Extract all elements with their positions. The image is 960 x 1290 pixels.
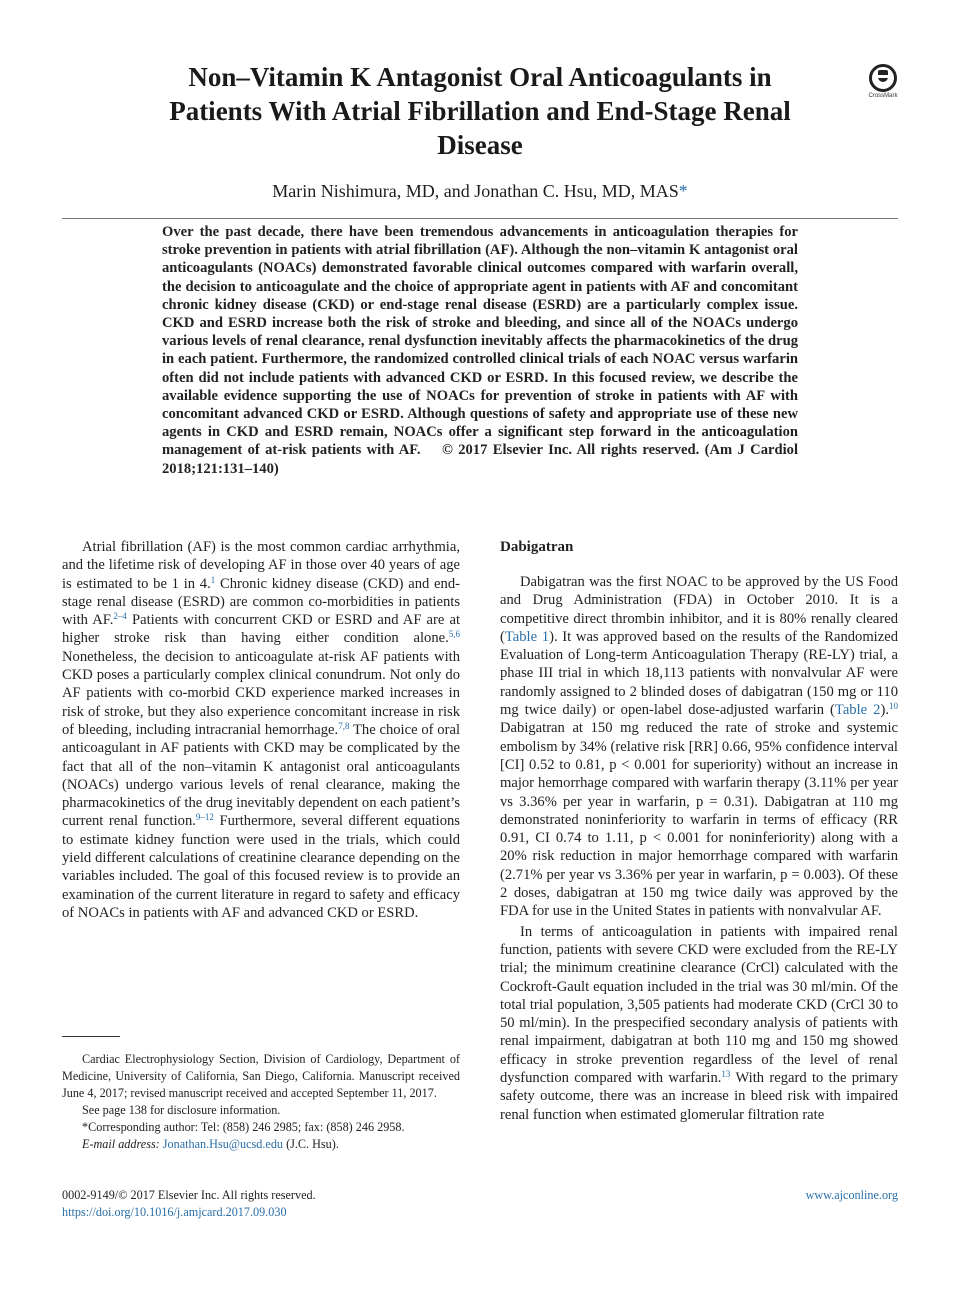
email-link[interactable]: Jonathan.Hsu@ucsd.edu xyxy=(162,1137,284,1151)
intro-text-2: Chronic kidney disease (CKD) and end-stage renal disease (ESRD) are common co-morbidities in patients with AF. xyxy=(62,575,460,629)
right-column xyxy=(500,538,898,1124)
reference-link[interactable]: 13 xyxy=(721,1069,731,1080)
crossmark-label: CrossMark xyxy=(868,93,898,99)
reference-link[interactable]: 10 xyxy=(889,701,898,712)
affiliation-note: Cardiac Electrophysiology Section, Division of Cardiology, Department of Medicine, University of California, San Diego, California. Manuscript received June 4, 2017; revised manuscript received and accepted September 11, 2017. xyxy=(62,1052,460,1100)
title-line-1: Non–Vitamin K Antagonist Oral Anticoagulants in xyxy=(188,62,772,92)
intro-text-1: Atrial fibrillation (AF) is the most common cardiac arrhythmia, and the lifetime risk of developing AF in those over 40 years of age is estimated to be 1 in 4. xyxy=(62,539,460,592)
reference-link[interactable]: 5,6 xyxy=(448,629,460,640)
dabigatran-text-1: Dabigatran was the first NOAC to be approved by the US Food and Drug Administration (FDA) in October 2010. It is a competitive direct thrombin inhibitor, and it is 80% renally cleared ( xyxy=(500,574,898,645)
table-1-link[interactable]: Table 1 xyxy=(504,628,550,645)
intro-text-5: The choice of oral anticoagulant in AF patients with CKD may be complicated by the fact that all of the non–vitamin K antagonist oral anticoagulants (NOACs) undergo various levels of renal clearance, making the pharmacokinetics of the drug inevitably dependent on each patient’s current renal function. xyxy=(62,721,460,830)
section-heading-dabigatran: Dabigatran xyxy=(500,539,574,555)
reference-link[interactable]: 1 xyxy=(210,574,216,585)
table-2-link[interactable]: Table 2 xyxy=(834,702,881,719)
crossmark-icon xyxy=(869,64,897,92)
intro-text-6: Furthermore, several different equations to estimate kidney function were used in the trials, which could yield different calculations of creatinine clearance depending on the variables included. The goal of this focused review is to provide an examination of the current literature in regard to safety and efficacy of NOACs in patients with AF and advanced CKD or ESRD. xyxy=(62,813,460,921)
footer-left xyxy=(62,1187,316,1221)
dabigatran-text-5: In terms of anticoagulation in patients with impaired renal function, patients with severe CKD were excluded from the RE-LY trial; the minimum creatinine clearance (CrCl) calculated with the Cockroft-Gault equation included in the trial was 30 ml/min. Of the total trial population, 3,505 patients had moderate CKD (CrCl 30 to 50 ml/min). In the prespecified secondary analysis of patients with renal impairment, dabigatran at both 110 mg and 150 mg showed efficacy in stroke prevention regardless of the level of renal dysfunction compared with warfarin. xyxy=(500,923,898,1087)
corresponding-author-mark[interactable]: * xyxy=(678,181,688,201)
title-line-3: Disease xyxy=(437,130,523,160)
email-note xyxy=(62,1136,460,1153)
abstract-citation: (Am J Cardiol 2018;121:131–140) xyxy=(162,442,799,477)
issn-line: 0002-9149/© 2017 Elsevier Inc. All rights reserved. xyxy=(62,1188,316,1202)
dabigatran-text-3: ). xyxy=(880,702,889,719)
dabigatran-text-2: ). It was approved based on the results of the Randomized Evaluation of Long-term Anticoagulation Therapy (RE-LY) trial, a phase III trial in which 18,113 patients with nonvalvular AF were randomly assigned to 2 blinded doses of dabigatran (150 mg or 110 mg twice daily) or open-label dose-adjusted warfarin ( xyxy=(500,628,898,719)
title-line-2: Patients With Atrial Fibrillation and End-Stage Renal xyxy=(169,96,791,126)
abstract-text: Over the past decade, there have been tremendous advancements in anticoagulation therapies for stroke prevention in patients with atrial fibrillation (AF). Although the non–vitamin K antagonist oral anticoagulants (NOACs) demonstrated favorable clinical outcomes compared with warfarin overall, the decision to anticoagulate and the choice of appropriate agent in patients with AF and concomitant chronic kidney disease (CKD) or end-stage renal disease (ESRD) are a particularly complex issue. CKD and ESRD increase both the risk of stroke and bleeding, and since all of the NOACs undergo various levels of renal clearance, renal dysfunction inevitably affects the pharmacokinetics of the drug in each patient. Furthermore, the randomized controlled clinical trials of each NOAC versus warfarin often did not include patients with advanced CKD or ESRD. In this focused review, we describe the available evidence supporting the use of NOACs for prevention of stroke in patients with AF with concomitant advanced CKD or ESRD. Although questions of safety and appropriate use of these new agents in CKD and ESRD remain, NOACs offer a significant step forward in the anticoagulation management of at-risk patients with AF. xyxy=(162,224,798,459)
journal-website-link[interactable]: www.ajconline.org xyxy=(805,1188,898,1202)
reference-link[interactable]: 7,8 xyxy=(338,720,350,731)
dabigatran-text-6: With regard to the primary safety outcome, there was an increase in bleed risk with impaired renal function when estimated glomerular filtration rate xyxy=(500,1070,898,1123)
intro-text-3: Patients with concurrent CKD or ESRD and AF are at higher stroke risk than having either condition alone. xyxy=(62,612,460,647)
footnote-divider xyxy=(62,1036,120,1037)
reference-link[interactable]: 9–12 xyxy=(195,812,214,823)
dabigatran-text-4: Dabigatran at 150 mg reduced the rate of stroke and systemic embolism by 34% (relative risk [RR] 0.66, 95% confidence interval [CI] 0.52 to 0.81, p < 0.001 for superiority) without an increase in major hemorrhage compared with warfarin therapy (3.11% per year vs 3.36% per year in warfarin, p = 0.31). Dabigatran at 110 mg demonstrated noninferiority to warfarin in terms of efficacy (RR 0.91, CI 0.74 to 1.11, p < 0.001 for noninferiority) along with a 20% risk reduction in major hemorrhage compared with warfarin (2.71% per year vs 3.36% per year in warfarin, p = 0.003). Of these 2 doses, dabigatran at 150 mg twice daily was approved by the FDA for use in the United States in patients with nonvalvular AF. xyxy=(500,720,898,920)
corresponding-author-note: *Corresponding author: Tel: (858) 246 2985; fax: (858) 246 2958. xyxy=(82,1120,405,1134)
doi-link[interactable]: https://doi.org/10.1016/j.amjcard.2017.09.030 xyxy=(62,1205,287,1219)
abstract-copyright: © 2017 Elsevier Inc. All rights reserved. xyxy=(441,442,700,459)
intro-text-4: Nonetheless, the decision to anticoagulate at-risk AF patients with CKD poses a particularly complex clinical conundrum. Not only do AF patients with co-morbid CKD experience marked increases in risk of stroke, but they also experience concomitant increase in risk of bleeding, including intracranial hemorrhage. xyxy=(62,648,460,738)
left-column xyxy=(62,538,460,922)
email-suffix: (J.C. Hsu). xyxy=(283,1137,339,1151)
introduction-paragraph xyxy=(62,538,460,922)
footnotes xyxy=(62,1051,460,1153)
author-names: Marin Nishimura, MD, and Jonathan C. Hsu, MD, MAS xyxy=(272,181,679,201)
reference-link[interactable]: 2–4 xyxy=(113,611,127,622)
article-title xyxy=(130,60,830,162)
header-divider xyxy=(62,218,898,219)
email-label: E-mail address: xyxy=(82,1137,160,1151)
crossmark-badge[interactable] xyxy=(864,64,902,99)
dabigatran-paragraph-1 xyxy=(500,573,898,921)
dabigatran-paragraph-2 xyxy=(500,923,898,1124)
abstract xyxy=(162,223,798,478)
author-line xyxy=(0,180,960,202)
disclosure-note: See page 138 for disclosure information. xyxy=(82,1103,281,1117)
